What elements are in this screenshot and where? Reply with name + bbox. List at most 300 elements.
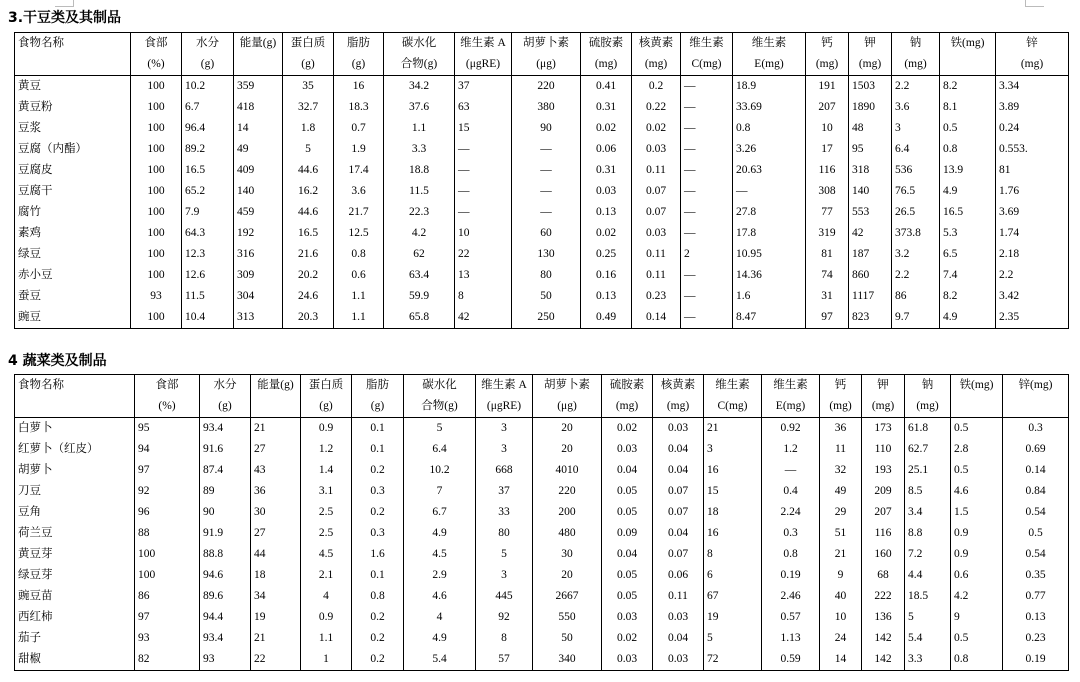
header-cell: 硫胺素	[581, 33, 632, 55]
value-cell: 10	[820, 607, 862, 628]
header-cell: (%)	[131, 54, 182, 76]
value-cell: 0.3	[352, 523, 404, 544]
value-cell: 37	[476, 481, 533, 502]
header-cell: 维生素	[762, 375, 820, 397]
header-cell: (mg)	[632, 54, 681, 76]
value-cell: 0.13	[1003, 607, 1069, 628]
table-row	[15, 97, 1069, 118]
value-cell: —	[455, 139, 512, 160]
value-cell: 4.4	[905, 565, 951, 586]
value-cell: 3.89	[996, 97, 1069, 118]
value-cell: 1.6	[352, 544, 404, 565]
value-cell: 17	[806, 139, 849, 160]
value-cell: 8.47	[733, 307, 806, 329]
food-name-cell: 豆腐皮	[15, 160, 131, 181]
value-cell: —	[512, 202, 581, 223]
value-cell: 304	[234, 286, 283, 307]
header-cell: 钾	[862, 375, 905, 397]
value-cell: 0.19	[762, 565, 820, 586]
value-cell: 18	[251, 565, 301, 586]
value-cell: —	[762, 460, 820, 481]
header-unit-row	[15, 396, 1069, 418]
value-cell: 0.07	[653, 544, 704, 565]
header-cell: (mg)	[581, 54, 632, 76]
header-cell: (g)	[352, 396, 404, 418]
value-cell: 96.4	[182, 118, 234, 139]
header-cell: E(mg)	[733, 54, 806, 76]
food-name-cell: 甜椒	[15, 649, 135, 671]
value-cell: 4.5	[404, 544, 476, 565]
value-cell: 30	[533, 544, 602, 565]
food-name-cell: 蚕豆	[15, 286, 131, 307]
value-cell: 0.03	[602, 649, 653, 671]
value-cell: 0.1	[352, 565, 404, 586]
table-row	[15, 502, 1069, 523]
food-name-cell: 胡萝卜	[15, 460, 135, 481]
header-cell: (g)	[182, 54, 234, 76]
value-cell: 0.49	[581, 307, 632, 329]
value-cell: 1.1	[384, 118, 455, 139]
value-cell: 4.2	[384, 223, 455, 244]
value-cell: 61.8	[905, 418, 951, 440]
value-cell: 0.24	[996, 118, 1069, 139]
value-cell: 409	[234, 160, 283, 181]
value-cell: 187	[849, 244, 892, 265]
value-cell: 0.8	[334, 244, 384, 265]
value-cell: 88.8	[200, 544, 251, 565]
value-cell: 8	[704, 544, 762, 565]
value-cell: 6.7	[404, 502, 476, 523]
header-cell: (mg)	[653, 396, 704, 418]
value-cell: 0.04	[602, 460, 653, 481]
value-cell: 140	[234, 181, 283, 202]
value-cell: 359	[234, 76, 283, 98]
section-title-dry-beans: 3.干豆类及其制品	[8, 10, 122, 26]
value-cell: 24	[820, 628, 862, 649]
food-name-cell: 腐竹	[15, 202, 131, 223]
value-cell: 130	[512, 244, 581, 265]
header-cell: (μg)	[533, 396, 602, 418]
value-cell: 86	[135, 586, 200, 607]
food-name-cell: 豌豆苗	[15, 586, 135, 607]
value-cell: 9	[951, 607, 1003, 628]
value-cell: 37.6	[384, 97, 455, 118]
value-cell: 3	[892, 118, 940, 139]
value-cell: 0.23	[632, 286, 681, 307]
value-cell: 2667	[533, 586, 602, 607]
value-cell: 0.54	[1003, 502, 1069, 523]
table-row	[15, 160, 1069, 181]
value-cell: 2.35	[996, 307, 1069, 329]
value-cell: 8.1	[940, 97, 996, 118]
value-cell: 22.3	[384, 202, 455, 223]
value-cell: 319	[806, 223, 849, 244]
header-cell: (μgRE)	[476, 396, 533, 418]
header-cell: 硫胺素	[602, 375, 653, 397]
value-cell: 3.6	[334, 181, 384, 202]
value-cell: 7.4	[940, 265, 996, 286]
header-cell: (g)	[334, 54, 384, 76]
value-cell: 100	[131, 265, 182, 286]
header-row	[15, 375, 1069, 397]
value-cell: 373.8	[892, 223, 940, 244]
value-cell: 37	[455, 76, 512, 98]
value-cell: 95	[849, 139, 892, 160]
value-cell: 25.1	[905, 460, 951, 481]
food-name-cell: 白萝卜	[15, 418, 135, 440]
header-cell: 食物名称	[15, 33, 131, 55]
value-cell: 15	[455, 118, 512, 139]
header-cell: 脂肪	[334, 33, 384, 55]
value-cell: 2	[681, 244, 733, 265]
header-cell: E(mg)	[762, 396, 820, 418]
food-name-cell: 刀豆	[15, 481, 135, 502]
value-cell: 1.8	[283, 118, 334, 139]
value-cell: —	[455, 181, 512, 202]
value-cell: 36	[820, 418, 862, 440]
value-cell: 0.41	[581, 76, 632, 98]
value-cell: 16	[704, 523, 762, 544]
header-cell: 锌	[996, 33, 1069, 55]
header-cell: 钠	[905, 375, 951, 397]
value-cell: 1.6	[733, 286, 806, 307]
value-cell: 10	[806, 118, 849, 139]
value-cell: 1.74	[996, 223, 1069, 244]
value-cell: 550	[533, 607, 602, 628]
value-cell: 92	[476, 607, 533, 628]
header-cell: (mg)	[806, 54, 849, 76]
value-cell: 3.3	[384, 139, 455, 160]
header-cell: (mg)	[820, 396, 862, 418]
value-cell: 0.8	[733, 118, 806, 139]
header-cell: 水分	[200, 375, 251, 397]
value-cell: 3	[476, 565, 533, 586]
value-cell: 5	[905, 607, 951, 628]
value-cell: 27.8	[733, 202, 806, 223]
value-cell: 50	[533, 628, 602, 649]
value-cell: 192	[234, 223, 283, 244]
value-cell: 5.3	[940, 223, 996, 244]
value-cell: 64.3	[182, 223, 234, 244]
value-cell: 0.11	[632, 265, 681, 286]
value-cell: 2.2	[892, 76, 940, 98]
value-cell: 14	[820, 649, 862, 671]
header-cell	[940, 54, 996, 76]
food-name-cell: 豆腐（内酯）	[15, 139, 131, 160]
value-cell: 3.1	[301, 481, 352, 502]
value-cell: 110	[862, 439, 905, 460]
food-name-cell: 绿豆	[15, 244, 131, 265]
value-cell: 1890	[849, 97, 892, 118]
header-cell: 脂肪	[352, 375, 404, 397]
value-cell: 536	[892, 160, 940, 181]
value-cell: 0.553.	[996, 139, 1069, 160]
value-cell: 96	[135, 502, 200, 523]
value-cell: 74	[806, 265, 849, 286]
value-cell: 0.2	[352, 502, 404, 523]
value-cell: 0.16	[581, 265, 632, 286]
table-row	[15, 76, 1069, 98]
header-cell: C(mg)	[704, 396, 762, 418]
table-row	[15, 418, 1069, 440]
value-cell: 0.04	[653, 628, 704, 649]
value-cell: 5	[283, 139, 334, 160]
value-cell: 207	[806, 97, 849, 118]
value-cell: 4.9	[940, 307, 996, 329]
value-cell: 0.8	[352, 586, 404, 607]
header-cell: 蛋白质	[301, 375, 352, 397]
header-cell: 蛋白质	[283, 33, 334, 55]
value-cell: 95	[135, 418, 200, 440]
header-unit-row	[15, 54, 1069, 76]
value-cell: 207	[862, 502, 905, 523]
value-cell: 0.04	[653, 523, 704, 544]
value-cell: 823	[849, 307, 892, 329]
vegetables-nutrition-table	[14, 374, 1069, 671]
header-cell: 维生素 A	[455, 33, 512, 55]
value-cell: 93.4	[200, 418, 251, 440]
value-cell: 20.63	[733, 160, 806, 181]
header-cell: (g)	[200, 396, 251, 418]
value-cell: 0.35	[1003, 565, 1069, 586]
value-cell: 2.5	[301, 523, 352, 544]
value-cell: 0.13	[581, 202, 632, 223]
value-cell: 34	[251, 586, 301, 607]
value-cell: 3	[704, 439, 762, 460]
value-cell: 16	[334, 76, 384, 98]
value-cell: 43	[251, 460, 301, 481]
value-cell: 90	[200, 502, 251, 523]
value-cell: 3.69	[996, 202, 1069, 223]
value-cell: 1.2	[762, 439, 820, 460]
header-cell: (μgRE)	[455, 54, 512, 76]
value-cell: 3.3	[905, 649, 951, 671]
value-cell: 8.2	[940, 76, 996, 98]
value-cell: 42	[849, 223, 892, 244]
value-cell: 0.77	[1003, 586, 1069, 607]
value-cell: 0.8	[762, 544, 820, 565]
value-cell: 0.31	[581, 160, 632, 181]
value-cell: 0.13	[581, 286, 632, 307]
value-cell: 2.18	[996, 244, 1069, 265]
value-cell: 4010	[533, 460, 602, 481]
dry-beans-nutrition-table	[14, 32, 1069, 329]
value-cell: 10.2	[404, 460, 476, 481]
page-corner-mark-left	[55, 0, 74, 7]
value-cell: 89.2	[182, 139, 234, 160]
value-cell: 1117	[849, 286, 892, 307]
value-cell: 0.1	[352, 418, 404, 440]
value-cell: 0.23	[1003, 628, 1069, 649]
value-cell: 48	[849, 118, 892, 139]
value-cell: 18.5	[905, 586, 951, 607]
value-cell: 10.4	[182, 307, 234, 329]
value-cell: 2.1	[301, 565, 352, 586]
value-cell: 193	[862, 460, 905, 481]
value-cell: —	[455, 202, 512, 223]
value-cell: 67	[704, 586, 762, 607]
value-cell: 57	[476, 649, 533, 671]
food-name-cell: 荷兰豆	[15, 523, 135, 544]
value-cell: 0.11	[632, 160, 681, 181]
value-cell: 44	[251, 544, 301, 565]
value-cell: 0.59	[762, 649, 820, 671]
value-cell: 5	[476, 544, 533, 565]
header-cell: 钙	[806, 33, 849, 55]
value-cell: 0.5	[940, 118, 996, 139]
table-row	[15, 649, 1069, 671]
value-cell: 4.5	[301, 544, 352, 565]
value-cell: 0.05	[602, 502, 653, 523]
value-cell: 173	[862, 418, 905, 440]
value-cell: —	[681, 286, 733, 307]
table-row	[15, 223, 1069, 244]
header-cell: 胡萝卜素	[512, 33, 581, 55]
value-cell: 100	[131, 76, 182, 98]
header-cell	[251, 396, 301, 418]
value-cell: 0.9	[951, 523, 1003, 544]
value-cell: 29	[820, 502, 862, 523]
value-cell: 0.04	[602, 544, 653, 565]
food-name-cell: 黄豆粉	[15, 97, 131, 118]
value-cell: 89	[200, 481, 251, 502]
value-cell: 18.3	[334, 97, 384, 118]
header-cell: (mg)	[849, 54, 892, 76]
value-cell: 20	[533, 418, 602, 440]
value-cell: 340	[533, 649, 602, 671]
table-row	[15, 460, 1069, 481]
food-name-cell: 豌豆	[15, 307, 131, 329]
value-cell: 0.22	[632, 97, 681, 118]
value-cell: 35	[283, 76, 334, 98]
value-cell: —	[681, 181, 733, 202]
value-cell: 220	[533, 481, 602, 502]
header-cell: 维生素	[704, 375, 762, 397]
value-cell: 309	[234, 265, 283, 286]
value-cell: 26.5	[892, 202, 940, 223]
header-cell: 维生素 A	[476, 375, 533, 397]
value-cell: —	[512, 181, 581, 202]
value-cell: 19	[251, 607, 301, 628]
header-cell	[15, 54, 131, 76]
value-cell: 0.05	[602, 565, 653, 586]
header-cell: (mg)	[905, 396, 951, 418]
header-row	[15, 33, 1069, 55]
value-cell: 100	[131, 223, 182, 244]
header-cell: (g)	[301, 396, 352, 418]
value-cell: 380	[512, 97, 581, 118]
value-cell: 13	[455, 265, 512, 286]
value-cell: 0.25	[581, 244, 632, 265]
value-cell: 30	[251, 502, 301, 523]
value-cell: 0.04	[653, 460, 704, 481]
value-cell: —	[681, 97, 733, 118]
value-cell: 62	[384, 244, 455, 265]
value-cell: 0.69	[1003, 439, 1069, 460]
value-cell: 191	[806, 76, 849, 98]
value-cell: 0.5	[951, 418, 1003, 440]
value-cell: —	[681, 118, 733, 139]
value-cell: 0.02	[602, 418, 653, 440]
value-cell: 11.5	[384, 181, 455, 202]
value-cell: 0.03	[632, 223, 681, 244]
value-cell: 1.4	[301, 460, 352, 481]
value-cell: 31	[806, 286, 849, 307]
value-cell: 0.02	[581, 223, 632, 244]
value-cell: 0.11	[653, 586, 704, 607]
value-cell: 27	[251, 523, 301, 544]
value-cell: 313	[234, 307, 283, 329]
value-cell: 9	[820, 565, 862, 586]
value-cell: —	[681, 139, 733, 160]
value-cell: 0.8	[951, 649, 1003, 671]
value-cell: 93.4	[200, 628, 251, 649]
header-cell: C(mg)	[681, 54, 733, 76]
value-cell: —	[681, 76, 733, 98]
value-cell: 33.69	[733, 97, 806, 118]
value-cell: 1.1	[301, 628, 352, 649]
header-cell: 能量(g)	[251, 375, 301, 397]
value-cell: 63	[455, 97, 512, 118]
header-cell: 碳水化	[404, 375, 476, 397]
value-cell: 2.9	[404, 565, 476, 586]
value-cell: 2.24	[762, 502, 820, 523]
table-row	[15, 586, 1069, 607]
value-cell: 18	[704, 502, 762, 523]
value-cell: 86	[892, 286, 940, 307]
value-cell: 4.6	[951, 481, 1003, 502]
value-cell: 0.3	[352, 481, 404, 502]
header-cell: (mg)	[996, 54, 1069, 76]
value-cell: —	[681, 202, 733, 223]
value-cell: 0.2	[632, 76, 681, 98]
value-cell: 5.4	[404, 649, 476, 671]
value-cell: 0.92	[762, 418, 820, 440]
header-cell: (mg)	[602, 396, 653, 418]
value-cell: —	[681, 307, 733, 329]
value-cell: 0.06	[653, 565, 704, 586]
value-cell: 49	[820, 481, 862, 502]
value-cell: 250	[512, 307, 581, 329]
header-cell: 食部	[135, 375, 200, 397]
value-cell: 44.6	[283, 202, 334, 223]
value-cell: 6.5	[940, 244, 996, 265]
value-cell: 11	[820, 439, 862, 460]
value-cell: 8.8	[905, 523, 951, 544]
food-name-cell: 茄子	[15, 628, 135, 649]
value-cell: 94.6	[200, 565, 251, 586]
value-cell: 21.6	[283, 244, 334, 265]
value-cell: 100	[131, 202, 182, 223]
value-cell: 0.09	[602, 523, 653, 544]
value-cell: 91.6	[200, 439, 251, 460]
value-cell: 93	[200, 649, 251, 671]
value-cell: 94.4	[200, 607, 251, 628]
value-cell: 90	[512, 118, 581, 139]
value-cell: 0.06	[581, 139, 632, 160]
value-cell: 87.4	[200, 460, 251, 481]
value-cell: 116	[806, 160, 849, 181]
value-cell: 10	[455, 223, 512, 244]
value-cell: 91.9	[200, 523, 251, 544]
value-cell: 34.2	[384, 76, 455, 98]
value-cell: 93	[131, 286, 182, 307]
value-cell: 0.8	[940, 139, 996, 160]
value-cell: 100	[131, 97, 182, 118]
value-cell: 50	[512, 286, 581, 307]
value-cell: —	[455, 160, 512, 181]
table-row	[15, 118, 1069, 139]
